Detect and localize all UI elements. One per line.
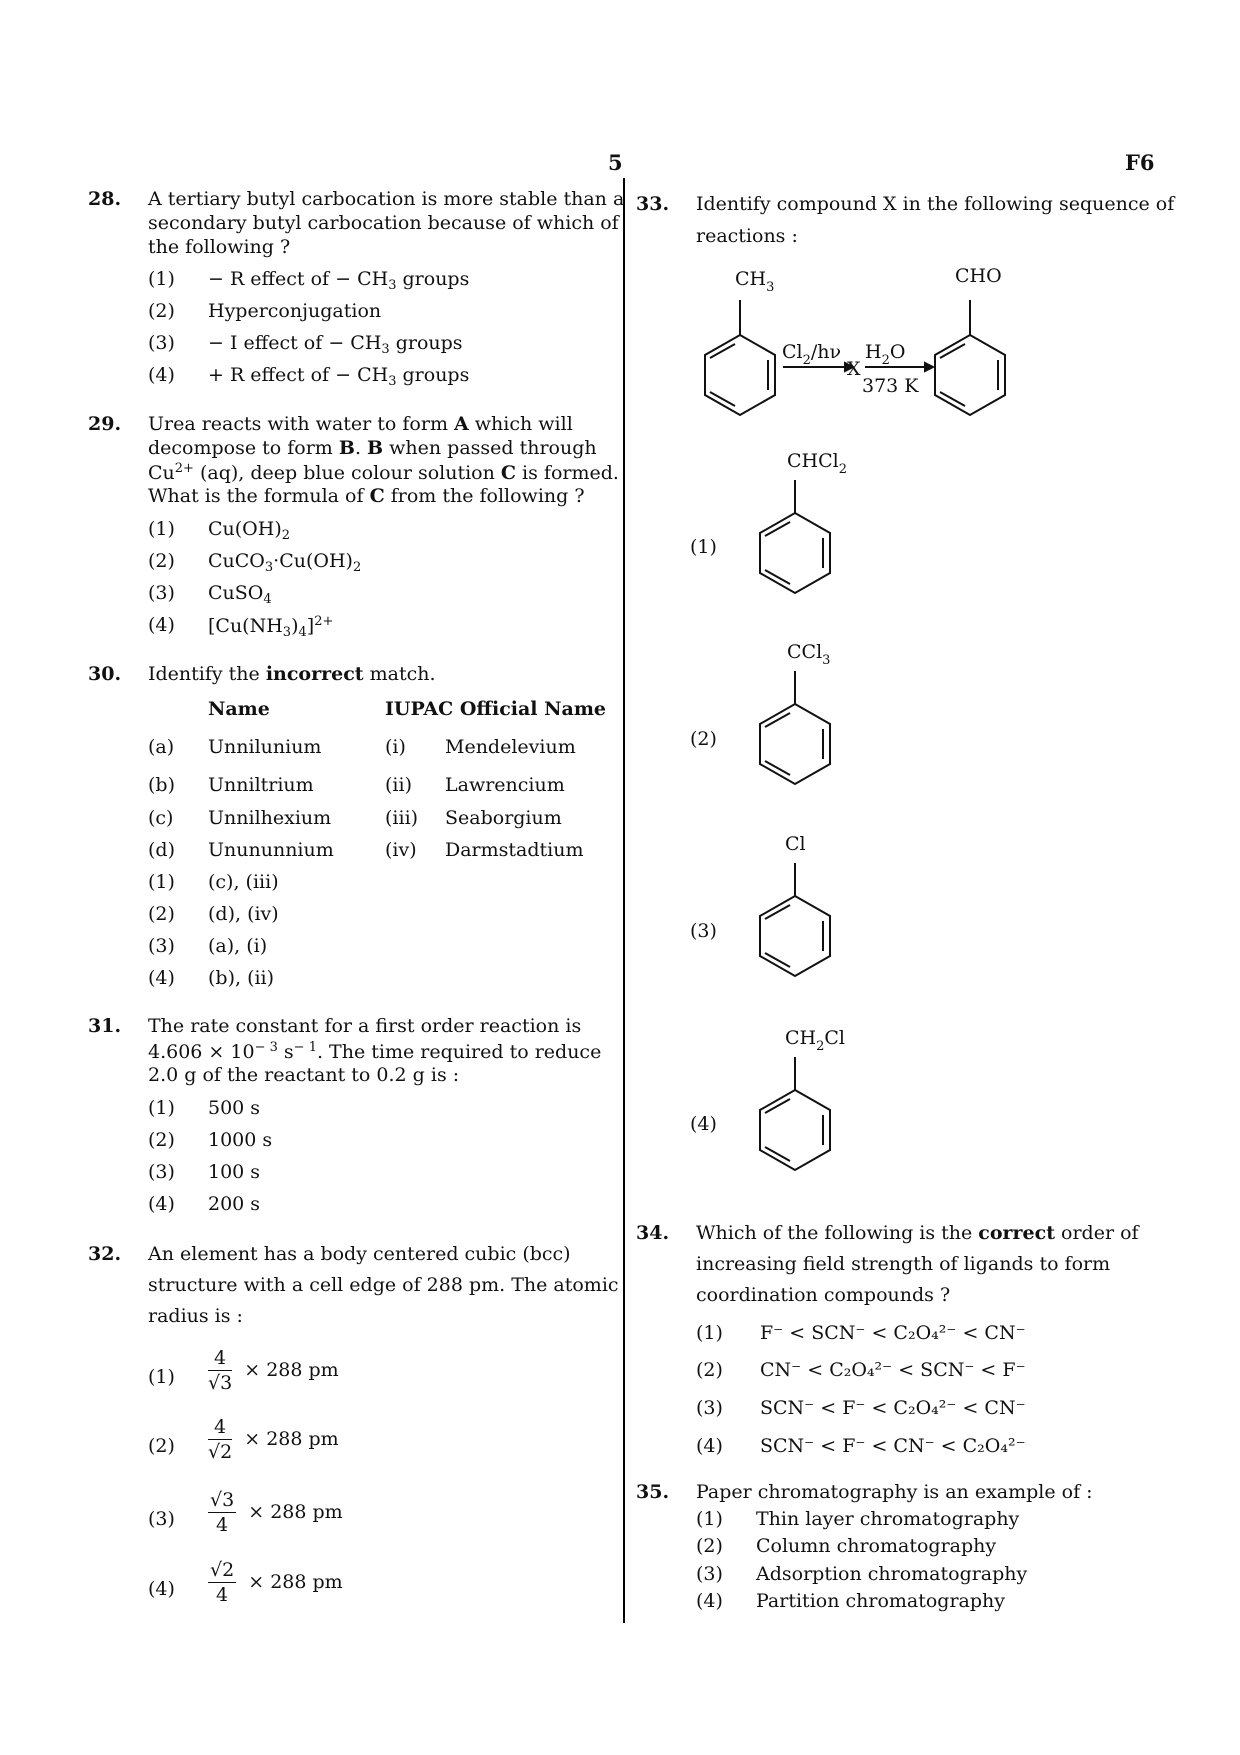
fraction: $\frac{4}{√3}$ xyxy=(208,1347,233,1394)
option-text: SCN⁻ < F⁻ < CN⁻ < C₂O₄²⁻ xyxy=(760,1435,1026,1457)
fraction: $\frac{√2}{4}$ xyxy=(210,1559,235,1606)
option-text: Hyperconjugation xyxy=(208,300,382,322)
reagent-2: $H_2O$ xyxy=(865,341,906,368)
table-row-roman: (ii) xyxy=(385,774,412,796)
option-text: 100 s xyxy=(208,1161,261,1183)
option-label: (2) xyxy=(148,903,175,925)
table-row-label: (d) xyxy=(148,839,175,861)
option-label: (4) xyxy=(148,364,175,386)
option-label: (3) xyxy=(148,582,175,604)
question-text: the following ? xyxy=(148,236,291,258)
option-label: (4) xyxy=(148,1193,175,1215)
option-label: (4) xyxy=(696,1435,723,1457)
option-text: CN⁻ < C₂O₄²⁻ < SCN⁻ < F⁻ xyxy=(760,1359,1026,1381)
option-text: $[Cu(NH_3)_4]^{2+}$ xyxy=(208,614,334,640)
question-text: decompose to form B. B when passed through xyxy=(148,437,597,459)
option-3-structure xyxy=(745,828,885,978)
option-text: $CuCO_3\cdot Cu(OH)_2$ xyxy=(208,550,362,575)
question-text: The rate constant for a first order reaction is xyxy=(148,1015,582,1037)
reaction-condition: 373 K xyxy=(862,375,919,397)
option-label: (3) xyxy=(148,1161,175,1183)
option-label: (2) xyxy=(690,728,717,750)
option-text: $\frac{√3}{4}$ × 288 pm xyxy=(210,1489,343,1536)
question-text: reactions : xyxy=(696,225,798,247)
question-text: $4.606 \times 10^{- 3}$ $s^{- 1}$. The time required to reduce xyxy=(148,1040,602,1063)
table-row-roman: (iv) xyxy=(385,839,417,861)
option-2-structure xyxy=(745,636,885,786)
question-number: 32. xyxy=(88,1243,122,1265)
option-label: (1) xyxy=(696,1322,723,1344)
question-number: 34. xyxy=(636,1222,670,1244)
table-cell-name: Unnilunium xyxy=(208,736,322,758)
reaction-scheme xyxy=(690,260,1030,420)
option-text: SCN⁻ < F⁻ < C₂O₄²⁻ < CN⁻ xyxy=(760,1397,1026,1419)
page-number: 5 xyxy=(608,150,623,175)
option-label: (1) xyxy=(148,518,175,540)
option-4-structure xyxy=(745,1022,885,1172)
option-text: Thin layer chromatography xyxy=(756,1508,1020,1530)
question-text: What is the formula of C from the following ? xyxy=(148,485,585,507)
question-text: Identify the incorrect match. xyxy=(148,663,436,685)
option-text: + R effect of − $CH_3$ groups xyxy=(208,364,470,389)
table-row-label: (b) xyxy=(148,774,175,796)
option-label: (1) xyxy=(696,1508,723,1530)
option-label: (4) xyxy=(148,967,175,989)
fraction: $\frac{4}{√2}$ xyxy=(208,1416,233,1463)
table-cell-name: Unununnium xyxy=(208,839,334,861)
question-number: 31. xyxy=(88,1015,122,1037)
reactant-substituent: $CH_3$ xyxy=(735,268,775,295)
option-text: 500 s xyxy=(208,1097,261,1119)
option-text: Partition chromatography xyxy=(756,1590,1006,1612)
question-number: 29. xyxy=(88,413,122,435)
question-number: 28. xyxy=(88,188,122,210)
arrow-head xyxy=(925,363,933,371)
svg-text:Cl: Cl xyxy=(785,833,806,855)
question-text: Paper chromatography is an example of : xyxy=(696,1481,1093,1503)
option-label: (1) xyxy=(148,1366,175,1388)
question-text: Identify compound X in the following sequence of xyxy=(696,193,1175,215)
option-label: (4) xyxy=(696,1590,723,1612)
option-label: (1) xyxy=(690,536,717,558)
option-text: $Cu(OH)_2$ xyxy=(208,518,291,543)
option-text: $\frac{4}{√2}$ × 288 pm xyxy=(208,1416,339,1463)
option-text: − R effect of − $CH_3$ groups xyxy=(208,268,470,293)
table-row-roman: (iii) xyxy=(385,807,419,829)
question-number: 33. xyxy=(636,193,670,215)
option-label: (3) xyxy=(148,935,175,957)
question-text: radius is : xyxy=(148,1305,243,1327)
option-label: (2) xyxy=(148,1129,175,1151)
table-header-name: Name xyxy=(208,698,270,720)
question-number: 35. xyxy=(636,1481,670,1503)
option-text: 200 s xyxy=(208,1193,261,1215)
question-text: Urea reacts with water to form A which will xyxy=(148,413,573,435)
option-label: (4) xyxy=(690,1113,717,1135)
reagent-1: $Cl_2/h\nu$ xyxy=(782,341,842,368)
fraction: $\frac{√3}{4}$ xyxy=(210,1489,235,1536)
product-substituent: CHO xyxy=(955,265,1002,287)
question-text: 2.0 g of the reactant to 0.2 g is : xyxy=(148,1064,460,1086)
table-cell-name: Unnilhexium xyxy=(208,807,332,829)
option-label: (1) xyxy=(148,871,175,893)
option-label: (3) xyxy=(148,1508,175,1530)
option-text: Column chromatography xyxy=(756,1535,997,1557)
option-label: (2) xyxy=(696,1535,723,1557)
question-text: structure with a cell edge of 288 pm. The atomic xyxy=(148,1274,619,1296)
option-text: (a), (i) xyxy=(208,935,268,957)
benzene-ring-reactant xyxy=(705,300,775,415)
table-cell-iupac: Seaborgium xyxy=(445,807,562,829)
svg-text:CHCl2: CHCl$_2$ xyxy=(787,450,848,477)
option-text: (d), (iv) xyxy=(208,903,279,925)
option-label: (1) xyxy=(148,1097,175,1119)
benzene-ring-product xyxy=(935,300,1005,415)
option-text: 1000 s xyxy=(208,1129,273,1151)
question-text: An element has a body centered cubic (bcc) xyxy=(148,1243,571,1265)
option-text: CuSO$_4$ xyxy=(208,582,272,607)
option-label: (2) xyxy=(148,300,175,322)
paper-code: F6 xyxy=(1125,150,1155,175)
table-row-roman: (i) xyxy=(385,736,406,758)
question-text: secondary butyl carbocation because of which of xyxy=(148,212,619,234)
intermediate-x: X xyxy=(847,358,861,380)
option-text: F⁻ < SCN⁻ < C₂O₄²⁻ < CN⁻ xyxy=(760,1322,1026,1344)
svg-text:CCl3: CCl$_3$ xyxy=(787,641,831,668)
option-text: $\frac{√2}{4}$ × 288 pm xyxy=(210,1559,343,1606)
option-label: (4) xyxy=(148,1578,175,1600)
option-label: (3) xyxy=(148,332,175,354)
option-text: − I effect of − $CH_3$ groups xyxy=(208,332,463,357)
table-cell-iupac: Darmstadtium xyxy=(445,839,584,861)
question-text: Which of the following is the correct order of xyxy=(696,1222,1139,1244)
table-row-label: (a) xyxy=(148,736,175,758)
question-text: coordination compounds ? xyxy=(696,1284,951,1306)
option-label: (2) xyxy=(148,1435,175,1457)
option-text: $\frac{4}{√3}$ × 288 pm xyxy=(208,1347,339,1394)
option-label: (1) xyxy=(148,268,175,290)
question-text: $Cu^{2+}$ (aq), deep blue colour solution C is formed. xyxy=(148,461,619,484)
question-number: 30. xyxy=(88,663,122,685)
table-cell-name: Unniltrium xyxy=(208,774,314,796)
table-cell-iupac: Lawrencium xyxy=(445,774,565,796)
option-label: (3) xyxy=(690,920,717,942)
option-text: (c), (iii) xyxy=(208,871,279,893)
question-text: A tertiary butyl carbocation is more stable than a xyxy=(148,188,625,210)
option-label: (2) xyxy=(148,550,175,572)
option-text: (b), (ii) xyxy=(208,967,275,989)
option-label: (3) xyxy=(696,1563,723,1585)
column-divider xyxy=(623,178,625,1623)
svg-text:CH2Cl: $CH_2Cl$ xyxy=(785,1027,846,1054)
option-label: (4) xyxy=(148,614,175,636)
option-text: Adsorption chromatography xyxy=(756,1563,1028,1585)
table-cell-iupac: Mendelevium xyxy=(445,736,576,758)
question-text: increasing field strength of ligands to form xyxy=(696,1253,1111,1275)
option-label: (3) xyxy=(696,1397,723,1419)
option-1-structure xyxy=(745,445,885,595)
table-header-iupac: IUPAC Official Name xyxy=(385,698,607,720)
option-label: (2) xyxy=(696,1359,723,1381)
table-row-label: (c) xyxy=(148,807,174,829)
